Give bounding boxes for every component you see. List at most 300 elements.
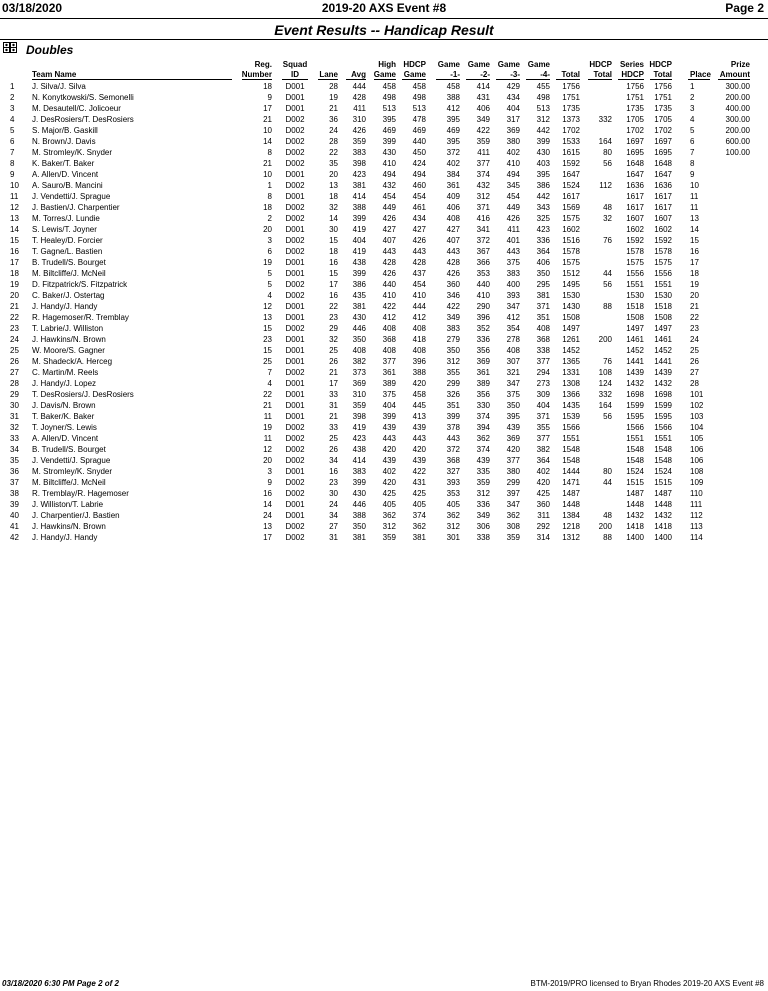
cell-total: 1566 bbox=[562, 423, 580, 432]
cell-game-4: 351 bbox=[536, 313, 550, 322]
cell-game-2: 431 bbox=[476, 93, 490, 102]
cell-team-name: A. Allen/D. Vincent bbox=[32, 170, 99, 179]
cell-row-number: 37 bbox=[10, 478, 19, 487]
cell-high-game: 377 bbox=[382, 357, 396, 366]
table-row bbox=[0, 510, 768, 521]
cell-team-name: T. Labrie/J. Williston bbox=[32, 324, 104, 333]
col-place: Place bbox=[690, 70, 711, 79]
cell-total: 1548 bbox=[562, 445, 580, 454]
cell-avg: 386 bbox=[352, 280, 366, 289]
table-row bbox=[0, 191, 768, 202]
header-rule bbox=[282, 79, 308, 80]
cell-hdcp-total-2: 1735 bbox=[654, 104, 672, 113]
cell-game-3: 401 bbox=[506, 236, 520, 245]
cell-hdcp-total: 80 bbox=[603, 467, 612, 476]
cell-game-2: 374 bbox=[476, 412, 490, 421]
cell-game-3: 395 bbox=[506, 412, 520, 421]
cell-team-name: J. Handy/J. Handy bbox=[32, 302, 98, 311]
cell-game-3: 369 bbox=[506, 126, 520, 135]
cell-reg-number: 25 bbox=[263, 357, 272, 366]
cell-row-number: 25 bbox=[10, 346, 19, 355]
cell-game-3: 420 bbox=[506, 445, 520, 454]
cell-game-4: 336 bbox=[536, 236, 550, 245]
cell-place: 18 bbox=[690, 269, 699, 278]
cell-high-game: 469 bbox=[382, 126, 396, 135]
cell-hdcp-total: 44 bbox=[603, 478, 612, 487]
cell-game-3: 375 bbox=[506, 258, 520, 267]
cell-game-2: 410 bbox=[476, 291, 490, 300]
cell-game-1: 279 bbox=[446, 335, 460, 344]
cell-hdcp-total-2: 1607 bbox=[654, 214, 672, 223]
cell-game-1: 372 bbox=[446, 445, 460, 454]
cell-series-hdcp: 1617 bbox=[626, 203, 644, 212]
cell-place: 3 bbox=[690, 104, 695, 113]
cell-high-game: 449 bbox=[382, 203, 396, 212]
cell-game-3: 404 bbox=[506, 104, 520, 113]
cell-hdcp-game: 460 bbox=[412, 181, 426, 190]
cell-team-name: A. Sauro/B. Mancini bbox=[32, 181, 103, 190]
cell-total: 1578 bbox=[562, 247, 580, 256]
cell-row-number: 19 bbox=[10, 280, 19, 289]
cell-reg-number: 10 bbox=[263, 126, 272, 135]
cell-avg: 446 bbox=[352, 500, 366, 509]
cell-place: 114 bbox=[690, 533, 703, 542]
cell-high-game: 443 bbox=[382, 247, 396, 256]
cell-hdcp-game: 434 bbox=[412, 214, 426, 223]
cell-game-3: 350 bbox=[506, 401, 520, 410]
cell-row-number: 22 bbox=[10, 313, 19, 322]
cell-squad-id: D002 bbox=[285, 533, 305, 542]
cell-high-game: 422 bbox=[382, 302, 396, 311]
cell-reg-number: 16 bbox=[263, 489, 272, 498]
cell-game-1: 407 bbox=[446, 236, 460, 245]
col-avg: Avg bbox=[351, 70, 366, 79]
cell-team-name: M. Desautell/C. Jolicoeur bbox=[32, 104, 121, 113]
cell-series-hdcp: 1400 bbox=[626, 533, 644, 542]
cell-place: 16 bbox=[690, 247, 699, 256]
cell-series-hdcp: 1599 bbox=[626, 401, 644, 410]
cell-squad-id: D002 bbox=[285, 126, 305, 135]
cell-avg: 310 bbox=[352, 115, 366, 124]
cell-game-4: 442 bbox=[536, 192, 550, 201]
cell-hdcp-total-2: 1617 bbox=[654, 192, 672, 201]
cell-row-number: 17 bbox=[10, 258, 19, 267]
header-rule bbox=[556, 79, 580, 80]
cell-hdcp-total-2: 1617 bbox=[654, 203, 672, 212]
cell-avg: 419 bbox=[352, 423, 366, 432]
cell-game-3: 375 bbox=[506, 390, 520, 399]
cell-game-3: 359 bbox=[506, 533, 520, 542]
cell-game-1: 426 bbox=[446, 269, 460, 278]
cell-game-1: 346 bbox=[446, 291, 460, 300]
cell-team-name: J. Silva/J. Silva bbox=[32, 82, 86, 91]
cell-place: 5 bbox=[690, 126, 695, 135]
cell-series-hdcp: 1617 bbox=[626, 192, 644, 201]
cell-row-number: 40 bbox=[10, 511, 19, 520]
cell-team-name: J. Bastien/J. Charpentier bbox=[32, 203, 120, 212]
cell-reg-number: 15 bbox=[263, 324, 272, 333]
cell-hdcp-total-2: 1487 bbox=[654, 489, 672, 498]
cell-total: 1452 bbox=[562, 346, 580, 355]
cell-lane: 18 bbox=[329, 247, 338, 256]
cell-total: 1261 bbox=[562, 335, 580, 344]
cell-hdcp-game: 440 bbox=[412, 137, 426, 146]
cell-game-1: 395 bbox=[446, 137, 460, 146]
table-row bbox=[0, 103, 768, 114]
cell-game-1: 408 bbox=[446, 214, 460, 223]
cell-squad-id: D001 bbox=[285, 104, 305, 113]
table-row bbox=[0, 301, 768, 312]
bowling-pins-icon bbox=[3, 42, 17, 53]
cell-team-name: M. Biltcliffe/J. McNeil bbox=[32, 269, 106, 278]
cell-reg-number: 11 bbox=[263, 434, 272, 443]
cell-team-name: J. Charpentier/J. Bastien bbox=[32, 511, 120, 520]
cell-game-3: 345 bbox=[506, 181, 520, 190]
cell-lane: 15 bbox=[329, 236, 338, 245]
cell-series-hdcp: 1595 bbox=[626, 412, 644, 421]
col-hdcp-total-2: HDCP Total bbox=[649, 60, 672, 79]
cell-hdcp-total: 44 bbox=[603, 269, 612, 278]
cell-place: 6 bbox=[690, 137, 695, 146]
cell-hdcp-game: 420 bbox=[412, 379, 426, 388]
cell-lane: 31 bbox=[329, 533, 338, 542]
cell-place: 8 bbox=[690, 159, 695, 168]
cell-row-number: 20 bbox=[10, 291, 19, 300]
cell-high-game: 410 bbox=[382, 291, 396, 300]
cell-game-1: 428 bbox=[446, 258, 460, 267]
cell-squad-id: D002 bbox=[285, 137, 305, 146]
cell-series-hdcp: 1441 bbox=[626, 357, 644, 366]
cell-game-3: 429 bbox=[506, 82, 520, 91]
cell-hdcp-game: 494 bbox=[412, 170, 426, 179]
cell-game-2: 372 bbox=[476, 236, 490, 245]
cell-place: 4 bbox=[690, 115, 695, 124]
cell-total: 1516 bbox=[562, 236, 580, 245]
footer-left: 03/18/2020 6:30 PM Page 2 of 2 bbox=[2, 979, 119, 988]
cell-lane: 28 bbox=[329, 82, 338, 91]
cell-reg-number: 23 bbox=[263, 335, 272, 344]
header-rule bbox=[588, 79, 612, 80]
cell-total: 1487 bbox=[562, 489, 580, 498]
cell-hdcp-game: 444 bbox=[412, 302, 426, 311]
cell-high-game: 312 bbox=[382, 522, 396, 531]
cell-row-number: 14 bbox=[10, 225, 19, 234]
cell-lane: 13 bbox=[329, 181, 338, 190]
cell-high-game: 375 bbox=[382, 390, 396, 399]
header-rule bbox=[718, 79, 750, 80]
cell-row-number: 1 bbox=[10, 82, 15, 91]
cell-high-game: 426 bbox=[382, 269, 396, 278]
cell-total: 1430 bbox=[562, 302, 580, 311]
cell-place: 113 bbox=[690, 522, 703, 531]
cell-series-hdcp: 1518 bbox=[626, 302, 644, 311]
cell-squad-id: D001 bbox=[285, 313, 305, 322]
header-title: 2019-20 AXS Event #8 bbox=[321, 1, 447, 15]
cell-squad-id: D001 bbox=[285, 401, 305, 410]
cell-hdcp-total-2: 1705 bbox=[654, 115, 672, 124]
header-rule bbox=[618, 79, 644, 80]
cell-game-1: 409 bbox=[446, 192, 460, 201]
cell-squad-id: D001 bbox=[285, 379, 305, 388]
cell-squad-id: D001 bbox=[285, 302, 305, 311]
cell-high-game: 430 bbox=[382, 148, 396, 157]
table-row bbox=[0, 411, 768, 422]
cell-game-3: 307 bbox=[506, 357, 520, 366]
cell-hdcp-game: 418 bbox=[412, 335, 426, 344]
cell-hdcp-game: 422 bbox=[412, 467, 426, 476]
cell-hdcp-total-2: 1548 bbox=[654, 456, 672, 465]
cell-team-name: S. Major/B. Gaskill bbox=[32, 126, 98, 135]
cell-squad-id: D002 bbox=[285, 445, 305, 454]
cell-reg-number: 18 bbox=[263, 203, 272, 212]
cell-avg: 399 bbox=[352, 214, 366, 223]
cell-game-3: 393 bbox=[506, 291, 520, 300]
cell-hdcp-game: 420 bbox=[412, 445, 426, 454]
cell-hdcp-game: 450 bbox=[412, 148, 426, 157]
col-game-2: Game -2- bbox=[467, 60, 490, 79]
cell-reg-number: 5 bbox=[267, 280, 272, 289]
header-rule bbox=[374, 79, 396, 80]
header-rule bbox=[242, 79, 272, 80]
cell-total: 1508 bbox=[562, 313, 580, 322]
cell-game-2: 361 bbox=[476, 368, 490, 377]
cell-game-1: 362 bbox=[446, 511, 460, 520]
table-row bbox=[0, 224, 768, 235]
cell-reg-number: 22 bbox=[263, 390, 272, 399]
cell-game-4: 404 bbox=[536, 401, 550, 410]
cell-squad-id: D002 bbox=[285, 434, 305, 443]
cell-hdcp-total: 332 bbox=[598, 115, 612, 124]
cell-row-number: 28 bbox=[10, 379, 19, 388]
cell-place: 7 bbox=[690, 148, 695, 157]
cell-lane: 20 bbox=[329, 170, 338, 179]
cell-high-game: 420 bbox=[382, 478, 396, 487]
cell-game-2: 374 bbox=[476, 170, 490, 179]
cell-hdcp-total: 88 bbox=[603, 533, 612, 542]
table-row bbox=[0, 246, 768, 257]
cell-row-number: 33 bbox=[10, 434, 19, 443]
cell-reg-number: 21 bbox=[263, 159, 272, 168]
cell-reg-number: 17 bbox=[263, 104, 272, 113]
cell-hdcp-total: 48 bbox=[603, 511, 612, 520]
cell-total: 1308 bbox=[562, 379, 580, 388]
cell-game-3: 408 bbox=[506, 346, 520, 355]
cell-avg: 408 bbox=[352, 346, 366, 355]
cell-hdcp-total: 56 bbox=[603, 412, 612, 421]
cell-high-game: 405 bbox=[382, 500, 396, 509]
cell-game-2: 336 bbox=[476, 500, 490, 509]
cell-game-2: 367 bbox=[476, 247, 490, 256]
cell-squad-id: D002 bbox=[285, 522, 305, 531]
cell-team-name: J. Hawkins/N. Brown bbox=[32, 335, 106, 344]
col-game-1: Game -1- bbox=[437, 60, 460, 79]
cell-high-game: 404 bbox=[382, 401, 396, 410]
cell-avg: 398 bbox=[352, 159, 366, 168]
cell-team-name: W. Moore/S. Gagner bbox=[32, 346, 105, 355]
cell-high-game: 368 bbox=[382, 335, 396, 344]
cell-series-hdcp: 1698 bbox=[626, 390, 644, 399]
cell-total: 1647 bbox=[562, 170, 580, 179]
cell-game-4: 350 bbox=[536, 269, 550, 278]
cell-game-4: 311 bbox=[537, 511, 550, 520]
header-rule bbox=[346, 79, 366, 80]
cell-prize-amount: 100.00 bbox=[725, 148, 750, 157]
cell-game-4: 420 bbox=[536, 478, 550, 487]
cell-game-4: 343 bbox=[536, 203, 550, 212]
cell-row-number: 8 bbox=[10, 159, 15, 168]
cell-team-name: M. Stromley/K. Snyder bbox=[32, 467, 113, 476]
cell-total: 1471 bbox=[562, 478, 580, 487]
header-rule bbox=[526, 79, 550, 80]
cell-game-1: 353 bbox=[446, 489, 460, 498]
cell-total: 1539 bbox=[562, 412, 580, 421]
cell-reg-number: 19 bbox=[263, 258, 272, 267]
header-date: 03/18/2020 bbox=[2, 1, 63, 15]
cell-hdcp-total-2: 1551 bbox=[654, 434, 672, 443]
table-row bbox=[0, 268, 768, 279]
cell-series-hdcp: 1551 bbox=[626, 434, 644, 443]
cell-hdcp-total: 80 bbox=[603, 148, 612, 157]
cell-game-4: 455 bbox=[536, 82, 550, 91]
cell-high-game: 420 bbox=[382, 445, 396, 454]
cell-game-1: 378 bbox=[446, 423, 460, 432]
cell-lane: 34 bbox=[329, 456, 338, 465]
cell-lane: 17 bbox=[329, 280, 338, 289]
cell-hdcp-total-2: 1432 bbox=[654, 511, 672, 520]
cell-hdcp-total: 332 bbox=[598, 390, 612, 399]
cell-hdcp-total-2: 1566 bbox=[654, 423, 672, 432]
cell-reg-number: 13 bbox=[263, 313, 272, 322]
cell-game-3: 397 bbox=[506, 489, 520, 498]
header-rule bbox=[650, 79, 672, 80]
cell-total: 1530 bbox=[562, 291, 580, 300]
cell-game-2: 366 bbox=[476, 258, 490, 267]
cell-total: 1551 bbox=[562, 434, 580, 443]
cell-total: 1548 bbox=[562, 456, 580, 465]
cell-series-hdcp: 1487 bbox=[626, 489, 644, 498]
cell-game-1: 395 bbox=[446, 115, 460, 124]
cell-squad-id: D001 bbox=[285, 269, 305, 278]
cell-high-game: 402 bbox=[382, 467, 396, 476]
cell-hdcp-total-2: 1518 bbox=[654, 302, 672, 311]
cell-team-name: K. Baker/T. Baker bbox=[32, 159, 95, 168]
cell-total: 1331 bbox=[562, 368, 580, 377]
cell-reg-number: 18 bbox=[263, 82, 272, 91]
cell-team-name: J. Hawkins/N. Brown bbox=[32, 522, 106, 531]
cell-reg-number: 15 bbox=[263, 346, 272, 355]
cell-game-4: 381 bbox=[536, 291, 550, 300]
cell-squad-id: D001 bbox=[285, 500, 305, 509]
cell-avg: 428 bbox=[352, 93, 366, 102]
header-rule bbox=[496, 79, 520, 80]
cell-squad-id: D001 bbox=[285, 82, 305, 91]
table-row bbox=[0, 422, 768, 433]
table-row bbox=[0, 455, 768, 466]
cell-reg-number: 3 bbox=[267, 236, 272, 245]
cell-series-hdcp: 1695 bbox=[626, 148, 644, 157]
title-divider bbox=[0, 39, 768, 40]
cell-squad-id: D001 bbox=[285, 170, 305, 179]
cell-series-hdcp: 1439 bbox=[626, 368, 644, 377]
cell-reg-number: 6 bbox=[267, 247, 272, 256]
cell-game-4: 395 bbox=[536, 170, 550, 179]
cell-row-number: 15 bbox=[10, 236, 19, 245]
cell-hdcp-total-2: 1578 bbox=[654, 247, 672, 256]
cell-game-4: 364 bbox=[536, 247, 550, 256]
cell-squad-id: D001 bbox=[285, 258, 305, 267]
cell-avg: 382 bbox=[352, 357, 366, 366]
cell-squad-id: D002 bbox=[285, 280, 305, 289]
cell-team-name: M. Shadeck/A. Herceg bbox=[32, 357, 113, 366]
cell-squad-id: D002 bbox=[285, 159, 305, 168]
cell-team-name: J. Williston/T. Labrie bbox=[32, 500, 104, 509]
cell-reg-number: 21 bbox=[263, 115, 272, 124]
cell-game-4: 382 bbox=[536, 445, 550, 454]
cell-game-2: 377 bbox=[476, 159, 490, 168]
col-game-4: Game -4- bbox=[527, 60, 550, 79]
cell-avg: 426 bbox=[352, 126, 366, 135]
cell-game-4: 312 bbox=[536, 115, 550, 124]
cell-lane: 23 bbox=[329, 313, 338, 322]
cell-avg: 419 bbox=[352, 247, 366, 256]
cell-high-game: 408 bbox=[382, 346, 396, 355]
cell-team-name: M. Torres/J. Lundie bbox=[32, 214, 100, 223]
cell-team-name: T. Joyner/S. Lewis bbox=[32, 423, 97, 432]
cell-game-2: 353 bbox=[476, 269, 490, 278]
cell-game-4: 406 bbox=[536, 258, 550, 267]
cell-high-game: 494 bbox=[382, 170, 396, 179]
cell-reg-number: 14 bbox=[263, 137, 272, 146]
cell-hdcp-game: 427 bbox=[412, 225, 426, 234]
cell-team-name: B. Trudell/S. Bourget bbox=[32, 445, 106, 454]
cell-avg: 383 bbox=[352, 467, 366, 476]
cell-reg-number: 14 bbox=[263, 500, 272, 509]
cell-place: 24 bbox=[690, 335, 699, 344]
cell-row-number: 34 bbox=[10, 445, 19, 454]
cell-game-3: 321 bbox=[506, 368, 520, 377]
cell-series-hdcp: 1448 bbox=[626, 500, 644, 509]
cell-game-2: 290 bbox=[476, 302, 490, 311]
cell-game-2: 359 bbox=[476, 478, 490, 487]
cell-team-name: D. Fitzpatrick/S. Fitzpatrick bbox=[32, 280, 128, 289]
cell-game-3: 347 bbox=[506, 302, 520, 311]
cell-row-number: 11 bbox=[10, 192, 19, 201]
table-row bbox=[0, 356, 768, 367]
cell-lane: 30 bbox=[329, 489, 338, 498]
cell-game-1: 412 bbox=[446, 104, 460, 113]
table-row bbox=[0, 235, 768, 246]
cell-game-2: 335 bbox=[476, 467, 490, 476]
cell-hdcp-total: 76 bbox=[603, 236, 612, 245]
cell-place: 9 bbox=[690, 170, 695, 179]
cell-avg: 373 bbox=[352, 368, 366, 377]
cell-squad-id: D002 bbox=[285, 456, 305, 465]
cell-hdcp-total-2: 1702 bbox=[654, 126, 672, 135]
table-row bbox=[0, 444, 768, 455]
col-lane: Lane bbox=[319, 70, 338, 79]
cell-place: 102 bbox=[690, 401, 704, 410]
cell-series-hdcp: 1636 bbox=[626, 181, 644, 190]
cell-series-hdcp: 1735 bbox=[626, 104, 644, 113]
cell-hdcp-total-2: 1647 bbox=[654, 170, 672, 179]
cell-reg-number: 5 bbox=[267, 269, 272, 278]
col-high-game: High Game bbox=[373, 60, 396, 79]
cell-series-hdcp: 1602 bbox=[626, 225, 644, 234]
cell-high-game: 443 bbox=[382, 434, 396, 443]
cell-game-3: 410 bbox=[506, 159, 520, 168]
cell-place: 14 bbox=[690, 225, 699, 234]
cell-series-hdcp: 1575 bbox=[626, 258, 644, 267]
